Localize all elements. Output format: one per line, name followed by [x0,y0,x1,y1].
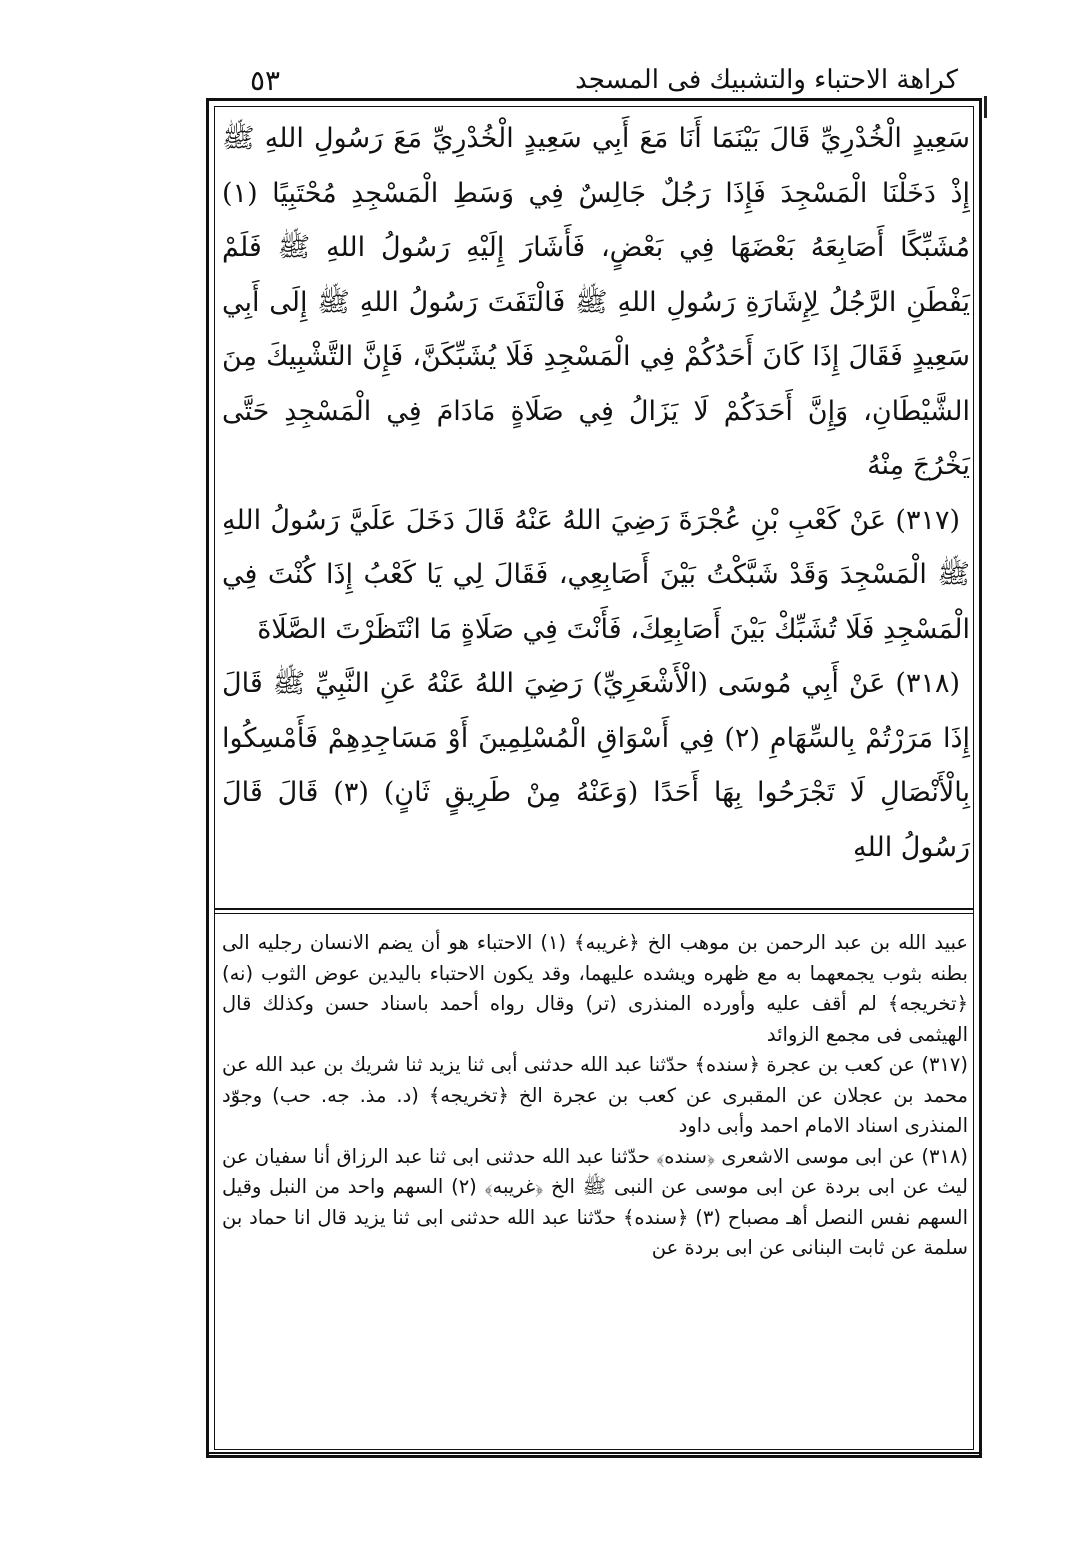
running-header [200,58,988,102]
frame-corner-mark [984,96,987,118]
footnote-divider-thin [214,913,974,914]
bottom-rule [206,1452,982,1454]
footnote-divider [214,908,974,910]
footnotes [222,928,968,1438]
hadith-continuation: سَعِيدٍ الْخُدْرِيِّ قَالَ بَيْنَمَا أَنَا مَعَ أَبِي سَعِيدٍ الْخُدْرِيِّ مَعَ رَسُولِ اللهِ ﷺ إِذْ دَخَلْنَا الْمَسْجِدَ فَإِذَا رَجُلٌ جَالِسٌ فِي وَسَطِ الْمَسْجِدِ مُحْتَبِيًا (١) مُشَبِّكًا أَصَابِعَهُ بَعْضَهَا فِي بَعْضٍ، فَأَشَارَ إِلَيْهِ رَسُولُ اللهِ ﷺ فَلَمْ يَفْطَنِ الرَّجُلُ لِإِشَارَةِ رَسُولِ اللهِ ﷺ فَالْتَفَتَ رَسُولُ اللهِ ﷺ إِلَى أَبِي سَعِيدٍ فَقَالَ إِذَا كَانَ أَحَدُكُمْ فِي الْمَسْجِدِ فَلَا يُشَبِّكَنَّ، فَإِنَّ التَّشْبِيكَ مِنَ الشَّيْطَانِ، وَإِنَّ أَحَدَكُمْ لَا يَزَالُ فِي صَلَاةٍ مَادَامَ فِي الْمَسْجِدِ حَتَّى يَخْرُجَ مِنْهُ [222,123,970,481]
footnote-item: (٣١٨) عن ابى موسى الاشعرى ﴿سنده﴾ حدّثنا عبد الله حدثنى ابى ثنا عبد الرزاق أنا سفيان عن ليث عن ابى بردة عن ابى موسى عن النبى ﷺ الخ ﴿غريبه﴾ (٢) السهم واحد من النبل وقيل السهم نفس النصل أهـ مصباح (٣) ﴿سنده﴾ حدّثنا عبد الله حدثنى ابى ثنا يزيد قال انا حماد بن سلمة عن ثابت البنانى عن ابى بردة عن [222,1144,968,1259]
running-title: كراهة الاحتباء والتشبيك فى المسجد [575,65,958,95]
hadith-318: (٣١٨) عَنْ أَبِي مُوسَى (الْأَشْعَرِيِّ) رَضِيَ اللهُ عَنْهُ عَنِ النَّبِيِّ ﷺ قَالَ إِذَا مَرَرْتُمْ بِالسِّهَامِ (٢) فِي أَسْوَاقِ الْمُسْلِمِينَ أَوْ مَسَاجِدِهِمْ فَأَمْسِكُوا بِالْأَنْصَالِ لَا تَجْرَحُوا بِهَا أَحَدًا (وَعَنْهُ مِنْ طَرِيقٍ ثَانٍ) (٣) قَالَ قَالَ رَسُولُ اللهِ [222,668,971,863]
hadith-317: (٣١٧) عَنْ كَعْبِ بْنِ عُجْرَةَ رَضِيَ اللهُ عَنْهُ قَالَ دَخَلَ عَلَيَّ رَسُولُ اللهِ ﷺ الْمَسْجِدَ وَقَدْ شَبَّكْتُ بَيْنَ أَصَابِعِي، فَقَالَ لِي يَا كَعْبُ إِذَا كُنْتَ فِي الْمَسْجِدِ فَلَا تُشَبِّكْ بَيْنَ أَصَابِعِكَ، فَأَنْتَ فِي صَلَاةٍ مَا انْتَظَرْتَ الصَّلَاةَ [222,504,970,645]
page-number: ٥٣ [250,63,281,97]
footnote-item: عبيد الله بن عبد الرحمن بن موهب الخ ﴿غريبه﴾ (١) الاحتباء هو أن يضم الانسان رجليه الى بطنه بثوب يجمعهما به مع ظهره ويشده عليهما، وقد يكون الاحتباء باليدين عوض الثوب (نه) ﴿تخريجه﴾ لم أقف عليه وأورده المنذرى (تر) وقال رواه أحمد باسناد حسن وكذلك قال الهيثمى فى مجمع الزوائد [222,931,968,1046]
footnote-item: (٣١٧) عن كعب بن عجرة ﴿سنده﴾ حدّثنا عبد الله حدثنى أبى ثنا يزيد ثنا شريك بن عبد الله عن محمد بن عجلان عن المقبرى عن كعب بن عجرة الخ ﴿تخريجه﴾ (د. مذ. جه. حب) وجوّد المنذرى اسناد الامام احمد وأبى داود [222,1053,968,1137]
main-text [222,112,970,902]
